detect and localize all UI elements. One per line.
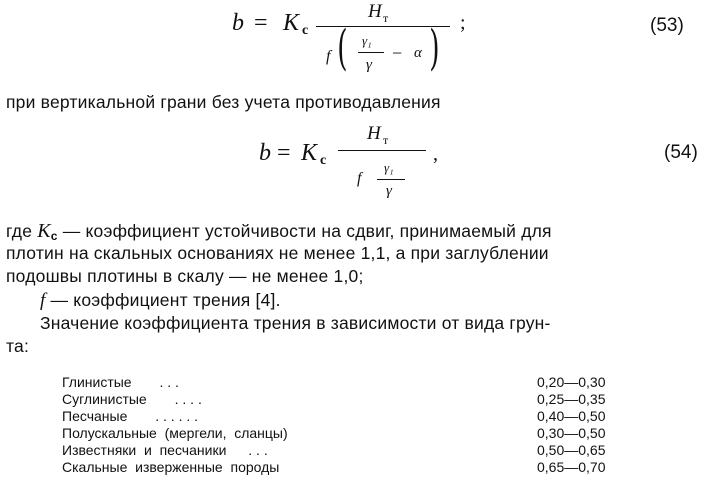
eq53-coef-sub: с bbox=[302, 23, 309, 38]
leader-dots: . . . bbox=[248, 442, 268, 458]
soil-name: Суглинистые bbox=[62, 391, 147, 407]
eq54-inner-den: γ bbox=[386, 183, 392, 199]
eq53-inner-num: γ₁ bbox=[362, 33, 372, 48]
definition-kc-sub: с bbox=[50, 229, 58, 243]
eq53-semicolon: ; bbox=[460, 12, 466, 34]
soil-name: Глинистые bbox=[62, 374, 132, 390]
table-row bbox=[62, 459, 279, 475]
eq54-den-f: f bbox=[357, 170, 362, 187]
eq54-inner-bar bbox=[377, 179, 405, 180]
definition-line-2: плотин на скальных основаниях не менее 1,1, а при заглублении bbox=[6, 243, 549, 263]
eq54-coef-sub: с bbox=[320, 153, 327, 168]
friction-value: 0,30—0,50 bbox=[537, 425, 606, 441]
definition-f-symbol: f bbox=[40, 290, 46, 311]
eq53-equals: = bbox=[254, 10, 268, 36]
definition-line-3: подошвы плотины в скалу — не менее 1,0; bbox=[6, 266, 364, 286]
friction-value: 0,65—0,70 bbox=[537, 459, 606, 475]
leader-dots: . . . bbox=[159, 374, 179, 390]
soil-name: Скальные изверженные породы bbox=[62, 459, 280, 475]
definition-line-6: та: bbox=[6, 336, 30, 356]
friction-value: 0,40—0,50 bbox=[537, 408, 606, 424]
leader-dots: . . . . bbox=[174, 391, 202, 407]
eq53-minus: − bbox=[392, 43, 403, 63]
eq53-den-f: f bbox=[326, 48, 331, 65]
definition-f-text: — коэффициент трения [4]. bbox=[50, 290, 281, 310]
eq53-inner-bar bbox=[358, 52, 384, 53]
table-row bbox=[62, 442, 268, 458]
eq54-equals: = bbox=[277, 140, 291, 166]
vertical-face-line: при вертикальной грани без учета противодавления bbox=[6, 92, 441, 112]
soil-name: Песчаные bbox=[62, 408, 128, 424]
definition-line-5: Значение коэффициента трения в зависимости от вида грун- bbox=[40, 313, 551, 333]
definition-kc-symbol: K bbox=[37, 220, 51, 242]
eq54-comma: , bbox=[433, 143, 438, 165]
eq53-number: (53) bbox=[650, 15, 684, 36]
eq54-lhs: b bbox=[259, 140, 271, 166]
table-row bbox=[62, 408, 198, 424]
soil-name: Известняки и песчаники bbox=[62, 442, 227, 458]
friction-value: 0,50—0,65 bbox=[537, 442, 606, 458]
eq53-lparen: ( bbox=[337, 20, 348, 76]
eq53-inner-den: γ bbox=[366, 57, 372, 73]
friction-value: 0,25—0,35 bbox=[537, 391, 606, 407]
eq54-number: (54) bbox=[664, 142, 698, 163]
eq53-coef: K bbox=[283, 10, 300, 36]
table-row bbox=[62, 425, 288, 441]
eq54-numerator-sub: т bbox=[383, 133, 389, 147]
definition-kc-text: — коэффициент устойчивости на сдвиг, принимаемый для bbox=[62, 221, 552, 241]
eq54-inner-num: γ₁ bbox=[384, 160, 394, 175]
eq53-numerator: H bbox=[368, 1, 382, 22]
definition-where: где bbox=[6, 221, 33, 241]
eq53-alpha: α bbox=[414, 45, 422, 61]
table-row bbox=[62, 374, 179, 390]
friction-value: 0,20—0,30 bbox=[537, 374, 606, 390]
definition-line-1 bbox=[6, 220, 552, 243]
eq53-rparen: ) bbox=[429, 20, 440, 76]
table-row bbox=[62, 391, 202, 407]
eq54-coef: K bbox=[301, 140, 318, 166]
eq54-numerator: H bbox=[367, 123, 381, 144]
leader-dots: . . . . . . bbox=[155, 408, 199, 424]
eq54-fraction-bar bbox=[338, 150, 426, 151]
definition-line-4 bbox=[40, 290, 281, 312]
eq53-numerator-sub: т bbox=[383, 11, 389, 25]
eq53-lhs: b bbox=[232, 10, 244, 36]
soil-name: Полускальные (мергели, сланцы) bbox=[62, 425, 288, 441]
